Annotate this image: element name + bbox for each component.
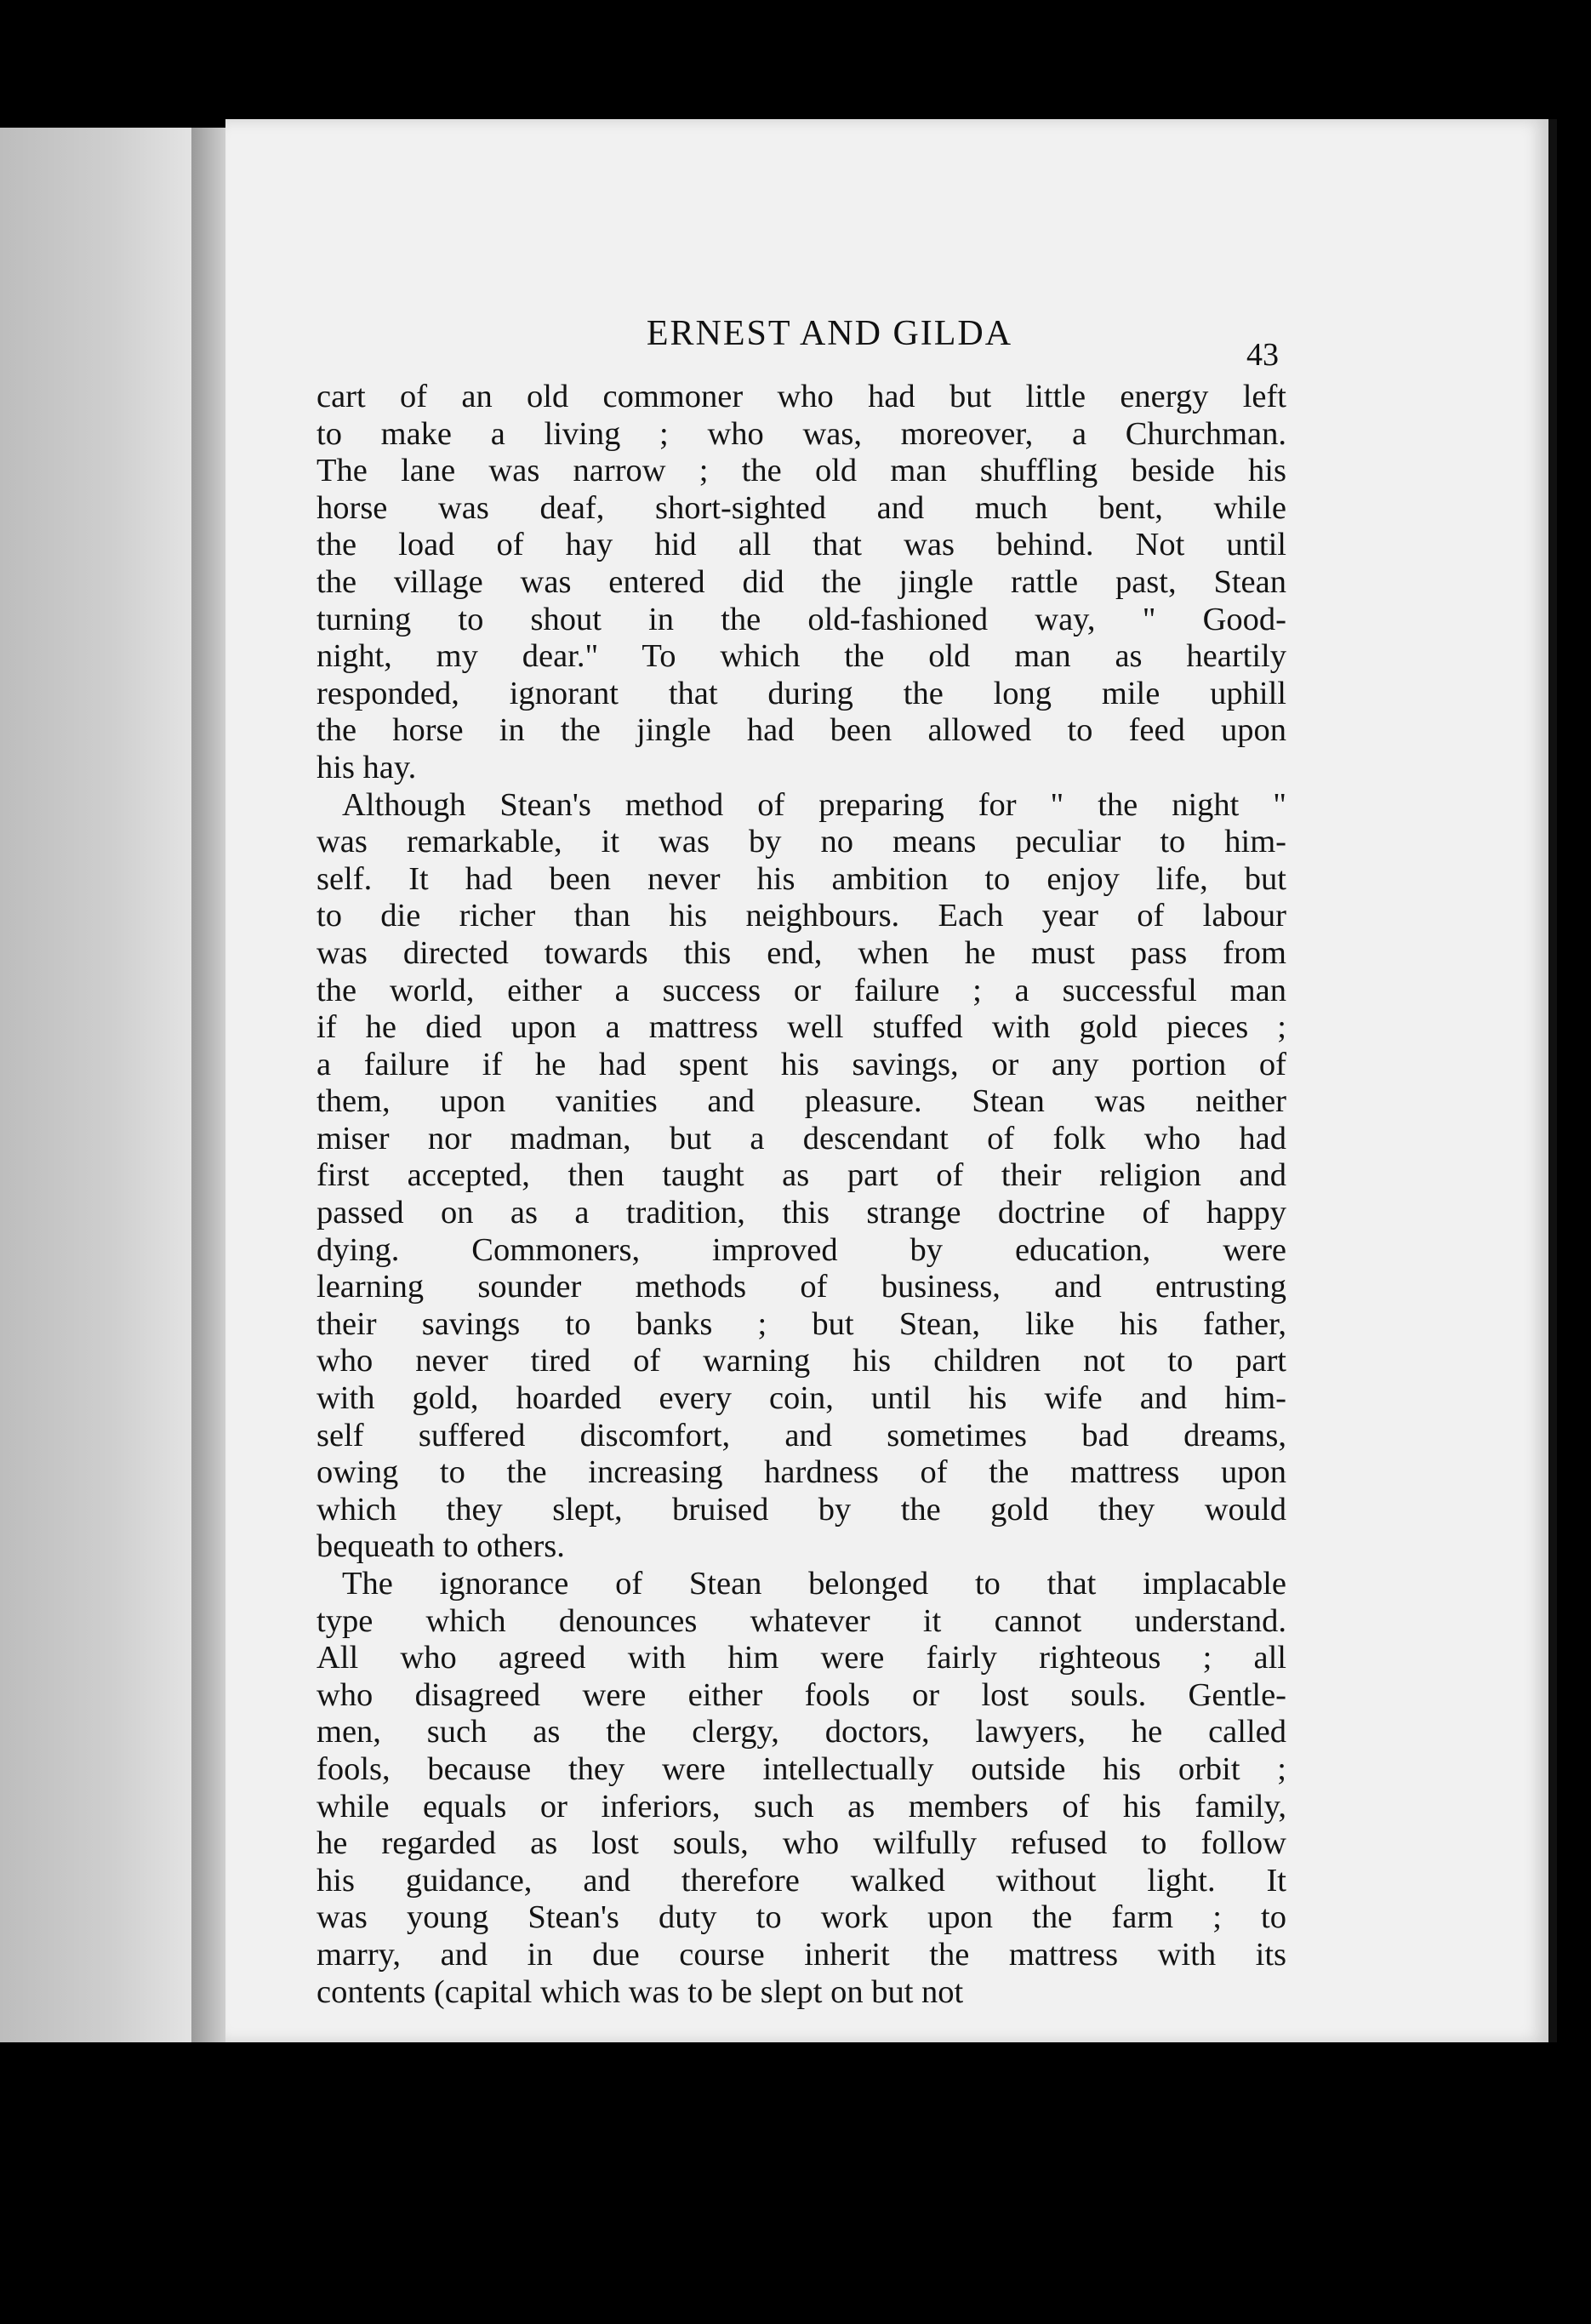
text-line: was remarkable, it was by no means peculiar to him- [316, 824, 1286, 860]
text-line: learning sounder methods of business, and entrusting [316, 1269, 1286, 1305]
text-line: The lane was narrow ; the old man shuffling beside his [316, 453, 1286, 489]
text-line: the village was entered did the jingle rattle past, Stean [316, 563, 1286, 600]
page-number: 43 [1246, 337, 1279, 373]
text-line: men, such as the clergy, doctors, lawyers, he called [316, 1714, 1286, 1750]
text-line: contents (capital which was to be slept on but not [316, 1973, 964, 2010]
text-line: night, my dear." To which the old man as heartily [316, 638, 1286, 675]
text-line: to make a living ; who was, moreover, a Churchman. [316, 415, 1286, 452]
text-line: was directed towards this end, when he must pass from [316, 934, 1286, 971]
text-line: The ignorance of Stean belonged to that implacable [342, 1566, 1286, 1602]
text-line: the world, either a success or failure ; a successful man [316, 972, 1286, 1008]
text-line: which they slept, bruised by the gold they would [316, 1491, 1286, 1527]
paragraph [316, 1566, 1286, 2011]
text-line: first accepted, then taught as part of their religion and [316, 1157, 1286, 1194]
text-line: Although Stean's method of preparing for " the night " [342, 786, 1286, 823]
text-line: who disagreed were either fools or lost souls. Gentle- [316, 1676, 1286, 1713]
text-line: horse was deaf, short-sighted and much bent, while [316, 489, 1286, 526]
body-text [316, 379, 1286, 2011]
text-line: self. It had been never his ambition to enjoy life, but [316, 860, 1286, 897]
text-line: with gold, hoarded every coin, until his wife and him- [316, 1380, 1286, 1417]
text-line: bequeath to others. [316, 1528, 565, 1565]
text-line: dying. Commoners, improved by education, were [316, 1231, 1286, 1268]
text-line: to die richer than his neighbours. Each year of labour [316, 898, 1286, 934]
text-line: fools, because they were intellectually outside his orbit ; [316, 1750, 1286, 1787]
text-line: owing to the increasing hardness of the mattress upon [316, 1454, 1286, 1491]
text-line: type which denounces whatever it cannot understand. [316, 1602, 1286, 1639]
text-line: his guidance, and therefore walked without light. It [316, 1862, 1286, 1899]
text-line: their savings to banks ; but Stean, like his father, [316, 1305, 1286, 1342]
text-line: All who agreed with him were fairly righteous ; all [316, 1640, 1286, 1676]
text-line: turning to shout in the old-fashioned way, " Good- [316, 601, 1286, 637]
text-line: cart of an old commoner who had but little energy left [316, 379, 1286, 414]
text-line: who never tired of warning his children not to part [316, 1343, 1286, 1379]
text-line: if he died upon a mattress well stuffed with gold pieces ; [316, 1009, 1286, 1046]
text-line: the horse in the jingle had been allowed to feed upon [316, 712, 1286, 749]
paragraph [316, 379, 1286, 787]
text-line: marry, and in due course inherit the mattress with its [316, 1936, 1286, 1973]
text-line: miser nor madman, but a descendant of folk who had [316, 1120, 1286, 1156]
text-line: the load of hay hid all that was behind. Not until [316, 527, 1286, 563]
text-line: he regarded as lost souls, who wilfully refused to follow [316, 1825, 1286, 1862]
text-line: his hay. [316, 749, 417, 785]
text-line: them, upon vanities and pleasure. Stean was neither [316, 1083, 1286, 1120]
text-line: passed on as a tradition, this strange doctrine of happy [316, 1195, 1286, 1231]
running-head: ERNEST AND GILDA [646, 314, 1013, 353]
text-line: self suffered discomfort, and sometimes bad dreams, [316, 1417, 1286, 1453]
paragraph [316, 787, 1286, 1566]
text-line: was young Stean's duty to work upon the farm ; to [316, 1899, 1286, 1936]
text-line: responded, ignorant that during the long mile uphill [316, 675, 1286, 711]
text-line: while equals or inferiors, such as members of his family, [316, 1788, 1286, 1824]
text-line: a failure if he had spent his savings, or any portion of [316, 1046, 1286, 1082]
facing-page-edge [0, 128, 191, 2042]
